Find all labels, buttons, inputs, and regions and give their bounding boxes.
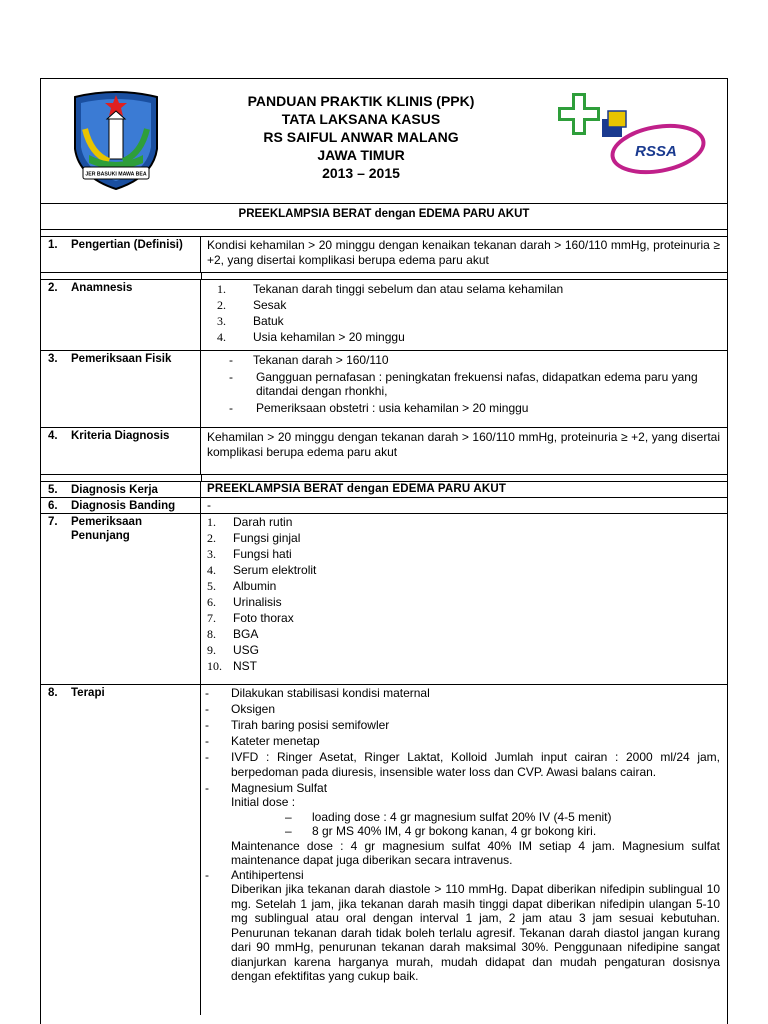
section-content (201, 280, 727, 350)
list-item: - Pemeriksaan obstetri : usia kehamilan > 20 minggu (229, 400, 529, 415)
header-line-5: 2013 – 2015 (322, 165, 400, 181)
section-pemeriksaan-penunjang (41, 514, 727, 685)
list-item: - Dilakukan stabilisasi kondisi maternal (205, 686, 720, 701)
document-title: PREEKLAMPSIA BERAT dengan EDEMA PARU AKUT (41, 204, 727, 230)
section-label: Diagnosis Banding (71, 500, 176, 512)
section-content (201, 685, 727, 1015)
list-item-text: Fungsi hati (233, 547, 292, 561)
section-label-cell (41, 685, 201, 1015)
list-item: 4. Usia kehamilan > 20 minggu (217, 330, 405, 344)
list-item: 9. USG (207, 643, 260, 657)
document-header (41, 79, 727, 204)
list-item-text: Fungsi ginjal (233, 531, 301, 545)
section-content: - (207, 498, 211, 512)
terapi-list (205, 686, 720, 984)
list-item-text: Darah rutin (233, 515, 293, 529)
list-item-text: 8 gr MS 40% IM, 4 gr bokong kanan, 4 gr bokong kiri. (312, 824, 597, 838)
section-label: Diagnosis Kerja (71, 484, 158, 496)
antihipertensi-block (231, 868, 720, 984)
list-item: - Tirah baring posisi semifowler (205, 718, 720, 733)
section-label: Pemeriksaan Penunjang (71, 516, 142, 542)
section-content (201, 514, 727, 684)
section-content (201, 351, 727, 427)
maintenance-dose-text: Maintenance dose : 4 gr magnesium sulfat 40% IM setiap 4 jam. Magnesium sulfat maintenance dapat juga diberikan secara intravenus. (231, 838, 720, 867)
section-label-cell (41, 514, 201, 684)
header-title-block (191, 92, 531, 182)
section-label-cell (41, 482, 201, 497)
section-diagnosis-banding (41, 498, 727, 514)
jawa-timur-emblem-icon (69, 89, 163, 193)
initial-dose-list (231, 810, 720, 839)
section-label-cell (41, 351, 201, 427)
list-item: - Tekanan darah > 160/110 (229, 353, 389, 367)
list-item: - Oksigen (205, 702, 720, 717)
section-content: Kondisi kehamilan > 20 minggu dengan kenaikan tekanan darah > 160/110 mmHg, proteinuria ≥ +2, yang disertai komplikasi berupa edema paru akut (207, 238, 720, 267)
section-number: 2. (48, 282, 58, 294)
section-content: PREEKLAMPSIA BERAT dengan EDEMA PARU AKUT (207, 483, 507, 495)
list-item: - IVFD : Ringer Asetat, Ringer Laktat, Kolloid Jumlah input cairan : 2000 ml/24 jam, berpedoman pada diuresis, insensible water loss dan CVP. Awasi balans cairan. (205, 750, 720, 779)
section-number: 5. (48, 484, 58, 496)
list-item: 2. Sesak (217, 298, 287, 312)
list-item-text: NST (233, 659, 257, 673)
section-label: Terapi (71, 687, 105, 699)
section-number: 4. (48, 430, 58, 442)
list-item: 10. NST (207, 659, 257, 673)
list-item: 1. Darah rutin (207, 515, 293, 529)
list-item: 8. BGA (207, 627, 259, 641)
list-item: 4. Serum elektrolit (207, 563, 317, 577)
spacer-row (41, 273, 727, 280)
list-item: - Kateter menetap (205, 734, 720, 749)
list-item: – loading dose : 4 gr magnesium sulfat 20% IV (4-5 menit) (285, 809, 612, 824)
list-item-text: USG (233, 643, 260, 657)
section-anamnesis (41, 280, 727, 351)
section-label-cell (41, 280, 201, 350)
section-content: Kehamilan > 20 minggu dengan tekanan darah > 160/110 mmHg, proteinuria ≥ +2, yang disertai komplikasi berupa edema paru akut (207, 430, 720, 459)
list-item: 7. Foto thorax (207, 611, 294, 625)
list-item-text: Gangguan pernafasan : peningkatan frekuensi nafas, didapatkan edema paru yang ditandai dengan rhonkhi, (256, 369, 698, 398)
list-item-text: Albumin (233, 579, 277, 593)
section-number: 1. (48, 239, 58, 251)
list-item-text: Urinalisis (233, 595, 282, 609)
section-number: 8. (48, 687, 58, 699)
list-item-text: Serum elektrolit (233, 563, 317, 577)
list-item-text: Oksigen (231, 702, 276, 716)
list-item: 3. Fungsi hati (207, 547, 292, 561)
anamnesis-list (207, 281, 720, 345)
list-item: - Magnesium Sulfat Initial dose : – loading dose : 4 gr magnesium sulfat 20% IV (4-5 menit) – 8 gr MS 40% IM, 4 gr bokong kanan, 4 gr bokong kiri. Maintenance dose : 4 gr magnesium sulfat 40% IM setiap 4 jam. Magnesium sulfat maintenance dapat juga diberikan secara intravenus. (205, 780, 720, 867)
header-line-1: PANDUAN PRAKTIK KLINIS (PPK) (247, 93, 475, 109)
list-item: – 8 gr MS 40% IM, 4 gr bokong kanan, 4 gr bokong kiri. (285, 824, 597, 838)
list-item-text: BGA (233, 627, 259, 641)
section-label: Pemeriksaan Fisik (71, 353, 172, 365)
header-line-2: TATA LAKSANA KASUS (281, 111, 441, 127)
ppk-document (40, 78, 728, 1024)
pemeriksaan-fisik-list (207, 353, 720, 415)
section-label: Pengertian (Definisi) (71, 239, 183, 251)
initial-dose-label: Initial dose : (231, 795, 296, 809)
section-label: Anamnesis (71, 282, 133, 294)
list-item-text: Sesak (253, 298, 287, 312)
list-item: 3. Batuk (217, 314, 284, 328)
spacer-row (41, 230, 727, 237)
header-line-4: JAWA TIMUR (317, 147, 405, 163)
section-terapi (41, 685, 727, 1015)
list-item-text: Antihipertensi (231, 867, 304, 882)
emblem-motto: JER BASUKI MAWA BEA (85, 171, 147, 178)
section-number: 3. (48, 353, 58, 365)
list-item-text: Tirah baring posisi semifowler (231, 718, 390, 732)
list-item-text: Batuk (253, 314, 284, 328)
section-number: 6. (48, 500, 58, 512)
section-label-cell (41, 237, 201, 272)
rssa-logo-text: RSSA (635, 143, 677, 160)
section-label-cell (41, 428, 201, 474)
list-item-text: Foto thorax (233, 611, 294, 625)
list-item: 1. Tekanan darah tinggi sebelum dan atau selama kehamilan (217, 282, 564, 296)
list-item-text: IVFD : Ringer Asetat, Ringer Laktat, Kolloid Jumlah input cairan : 2000 ml/24 jam, berpedoman pada diuresis, insensible water loss dan CVP. Awasi balans cairan. (231, 750, 720, 779)
list-item-text: Tekanan darah > 160/110 (253, 353, 389, 367)
section-kriteria-diagnosis (41, 428, 727, 475)
list-item-text: Kateter menetap (231, 734, 320, 748)
list-item-text: Tekanan darah tinggi sebelum dan atau selama kehamilan (253, 282, 564, 296)
list-item-text: loading dose : 4 gr magnesium sulfat 20% IV (4-5 menit) (312, 809, 612, 824)
list-item-text: Usia kehamilan > 20 minggu (253, 330, 405, 344)
list-item: 5. Albumin (207, 579, 277, 593)
magnesium-sulfat-block (231, 781, 720, 868)
list-item: - Antihipertensi Diberikan jika tekanan darah diastole > 110 mmHg. Dapat diberikan nifedipin sublingual 10 mg. Setelah 1 jam, jika tekanan darah masih tinggi dapat diberikan nifedipin ulangan 5-10 mg sublingual atau oral dengan interval 1 jam, 2 jam atau 3 jam sesuai kebutuhan. Penurunan tekanan darah tidak boleh terlalu agresif. Tekanan darah diastol jangan kurang dari 90 mmHg, penurunan tekanan darah maksimal 30%. Penggunaan nifedipine sangat dianjurkan karena harganya murah, mudah didapat dan mudah pengaturan dosisnya dengan efektifitas yang cukup baik. (205, 867, 720, 983)
list-item-text: Pemeriksaan obstetri : usia kehamilan > 20 minggu (256, 400, 529, 415)
list-item: 2. Fungsi ginjal (207, 531, 301, 545)
section-pemeriksaan-fisik (41, 351, 727, 428)
header-line-3: RS SAIFUL ANWAR MALANG (263, 129, 459, 145)
section-diagnosis-kerja (41, 482, 727, 498)
spacer-row (41, 475, 727, 482)
section-pengertian (41, 237, 727, 273)
list-item: 6. Urinalisis (207, 595, 282, 609)
rssa-logo-icon (556, 89, 706, 184)
section-label: Kriteria Diagnosis (71, 430, 170, 442)
antihipertensi-text: Diberikan jika tekanan darah diastole > 110 mmHg. Dapat diberikan nifedipin sublingual 10 mg. Setelah 1 jam, jika tekanan darah masih tinggi dapat diberikan nifedipin ulangan 5-10 mg sublingual atau oral dengan interval 1 jam, 2 jam atau 3 jam sesuai kebutuhan. Penurunan tekanan darah tidak boleh terlalu agresif. Tekanan darah diastol jangan kurang dari 90 mmHg, penurunan tekanan darah maksimal 30%. Penggunaan nifedipine sangat dianjurkan karena harganya murah, mudah didapat dan mudah pengaturan dosisnya dengan efektifitas yang cukup baik. (231, 882, 720, 983)
list-item-text: Magnesium Sulfat (231, 780, 328, 795)
section-label-cell (41, 498, 201, 513)
penunjang-list (207, 514, 720, 674)
section-number: 7. (48, 516, 58, 528)
list-item: - Gangguan pernafasan : peningkatan frekuensi nafas, didapatkan edema paru yang ditandai dengan rhonkhi, (207, 370, 720, 399)
list-item-text: Dilakukan stabilisasi kondisi maternal (231, 686, 430, 700)
